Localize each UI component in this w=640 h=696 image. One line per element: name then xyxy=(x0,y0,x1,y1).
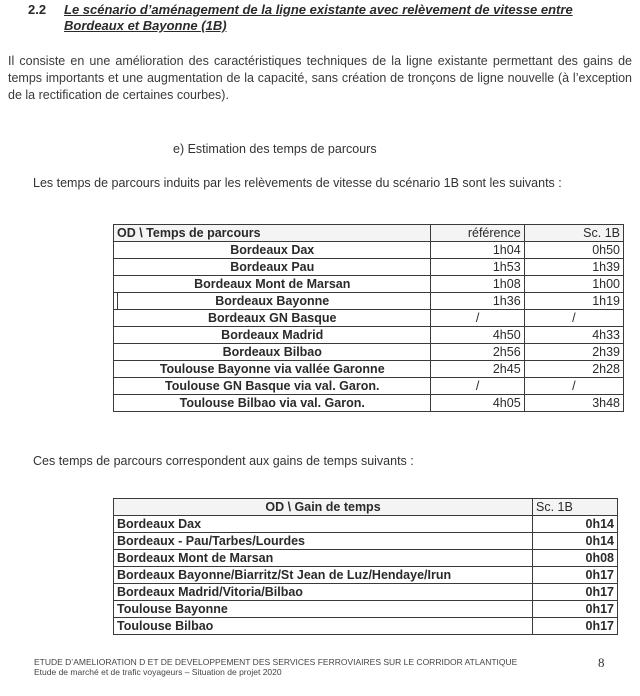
sc1b-cell: 0h17 xyxy=(533,618,618,635)
od-cell: Toulouse Bilbao xyxy=(114,618,533,635)
sc1b-cell: 0h14 xyxy=(533,533,618,550)
section-number: 2.2 xyxy=(28,2,47,17)
table-row xyxy=(114,618,618,635)
od-cell: Bordeaux Bayonne xyxy=(114,293,431,310)
header-sc1b: Sc. 1B xyxy=(524,225,623,242)
sc1b-cell: 0h08 xyxy=(533,550,618,567)
od-cell: Bordeaux - Pau/Tarbes/Lourdes xyxy=(114,533,533,550)
travel-times-lead: Les temps de parcours induits par les relèvements de vitesse du scénario 1B sont les suivants : xyxy=(33,176,562,190)
od-cell: Toulouse Bayonne via vallée Garonne xyxy=(114,361,431,378)
header-reference: référence xyxy=(431,225,524,242)
sc1b-cell: 4h33 xyxy=(524,327,623,344)
sc1b-cell: 0h14 xyxy=(533,516,618,533)
table-row xyxy=(114,584,618,601)
table-row xyxy=(114,242,624,259)
footer-line-2: Etude de marché et de trafic voyageurs – Situation de projet 2020 xyxy=(34,667,282,677)
header-od-prefix: OD \ xyxy=(265,500,295,514)
sc1b-cell: 0h17 xyxy=(533,567,618,584)
travel-times-table xyxy=(113,224,624,412)
table-header-row xyxy=(114,225,624,242)
table-row xyxy=(114,550,618,567)
sc1b-cell: 0h50 xyxy=(524,242,623,259)
od-cell: Toulouse GN Basque via val. Garon. xyxy=(114,378,431,395)
table-row xyxy=(114,259,624,276)
table-row xyxy=(114,533,618,550)
table-header-row xyxy=(114,499,618,516)
od-cell: Toulouse Bayonne xyxy=(114,601,533,618)
table-row xyxy=(114,378,624,395)
sc1b-cell: 0h17 xyxy=(533,601,618,618)
header-od-prefix: OD \ xyxy=(117,226,147,240)
od-cell: Bordeaux Mont de Marsan xyxy=(114,276,431,293)
table-row xyxy=(114,567,618,584)
od-cell: Bordeaux Dax xyxy=(114,516,533,533)
reference-cell: 2h56 xyxy=(431,344,524,361)
od-cell: Bordeaux Dax xyxy=(114,242,431,259)
sc1b-cell: 0h17 xyxy=(533,584,618,601)
table-row xyxy=(114,395,624,412)
reference-cell: 1h36 xyxy=(431,293,524,310)
reference-cell: / xyxy=(431,378,524,395)
table-row xyxy=(114,344,624,361)
page-number: 8 xyxy=(598,655,605,670)
time-gains-table xyxy=(113,498,618,635)
table-row xyxy=(114,293,624,310)
od-cell: Bordeaux Bayonne/Biarritz/St Jean de Luz/Hendaye/Irun xyxy=(114,567,533,584)
table-row xyxy=(114,310,624,327)
reference-cell: 4h05 xyxy=(431,395,524,412)
od-cell: Bordeaux Madrid/Vitoria/Bilbao xyxy=(114,584,533,601)
od-cell: Bordeaux GN Basque xyxy=(114,310,431,327)
sc1b-cell: 2h39 xyxy=(524,344,623,361)
table-row xyxy=(114,361,624,378)
od-cell: Bordeaux Bilbao xyxy=(114,344,431,361)
sc1b-cell: 1h19 xyxy=(524,293,623,310)
sc1b-cell: 3h48 xyxy=(524,395,623,412)
table-row xyxy=(114,516,618,533)
od-cell: Bordeaux Pau xyxy=(114,259,431,276)
reference-cell: 2h45 xyxy=(431,361,524,378)
od-cell: Toulouse Bilbao via val. Garon. xyxy=(114,395,431,412)
page-footer xyxy=(34,657,594,677)
header-od xyxy=(114,499,533,516)
sc1b-cell: 1h00 xyxy=(524,276,623,293)
sc1b-cell: / xyxy=(524,378,623,395)
sc1b-cell: 1h39 xyxy=(524,259,623,276)
gains-lead: Ces temps de parcours correspondent aux gains de temps suivants : xyxy=(33,454,414,468)
footer-line-1: ETUDE D’AMELIORATION D ET DE DEVELOPPEMENT DES SERVICES FERROVIAIRES SUR LE CORRIDOR ATLANTIQUE xyxy=(34,657,518,667)
section-title: Le scénario d’aménagement de la ligne existante avec relèvement de vitesse entre Bordeaux et Bayonne (1B) xyxy=(64,2,573,33)
table-row xyxy=(114,327,624,344)
table-row xyxy=(114,276,624,293)
table-row xyxy=(114,601,618,618)
sc1b-cell: 2h28 xyxy=(524,361,623,378)
header-sc1b: Sc. 1B xyxy=(533,499,618,516)
header-od-label: Gain de temps xyxy=(294,500,381,514)
subheading: e) Estimation des temps de parcours xyxy=(173,142,377,156)
od-cell: Bordeaux Madrid xyxy=(114,327,431,344)
reference-cell: 1h53 xyxy=(431,259,524,276)
reference-cell: 1h08 xyxy=(431,276,524,293)
sc1b-cell: / xyxy=(524,310,623,327)
reference-cell: 1h04 xyxy=(431,242,524,259)
header-od xyxy=(114,225,431,242)
reference-cell: / xyxy=(431,310,524,327)
od-cell: Bordeaux Mont de Marsan xyxy=(114,550,533,567)
header-od-label: Temps de parcours xyxy=(146,226,261,240)
intro-paragraph: Il consiste en une amélioration des caractéristiques techniques de la ligne existante permettant des gains de temps importants et une augmentation de la capacité, sans création de tronçons de ligne nouvelle (à l’exception de la rectification de certaines courbes). xyxy=(8,54,632,102)
reference-cell: 4h50 xyxy=(431,327,524,344)
